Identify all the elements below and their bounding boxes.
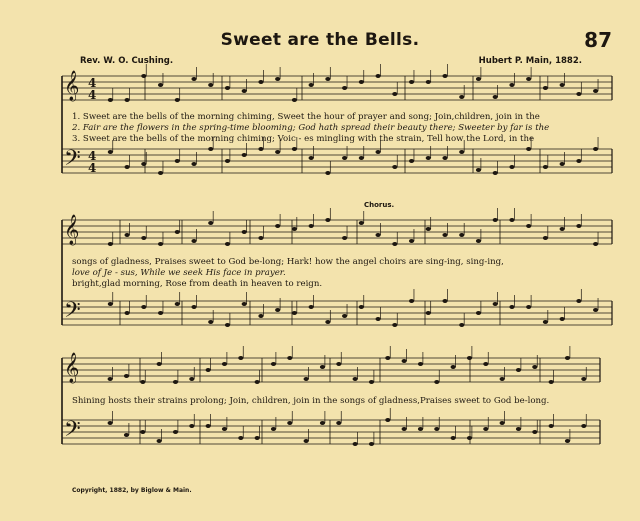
system-2-treble-note xyxy=(342,236,347,240)
verse-1-lyrics: 1. Sweet are the bells of the morning chiming, Sweet the hour of prayer and song; Join,children, join in the xyxy=(72,112,540,122)
verse-3-lyrics: 3. Sweet are the bells of the morning chiming; Voic - es mingling with the strain, Tell how the Lord, in the xyxy=(72,134,535,144)
system-2-treble-note xyxy=(175,230,180,234)
system-2-bass-note xyxy=(225,323,230,327)
system-3-treble-note xyxy=(565,356,570,360)
system-1-bass-note xyxy=(275,150,280,154)
system-1-bass-note xyxy=(543,165,548,169)
system-3-bass-note xyxy=(271,427,276,431)
system-2-lyrics-line-1: songs of gladness, Praises sweet to God be-long; Hark! how the angel choirs are sing-ing, sing-ing, xyxy=(72,257,504,267)
system-2-bass-note xyxy=(191,305,196,309)
system-3-treble-note xyxy=(467,356,472,360)
system-3-bass-note xyxy=(304,439,309,443)
system-3-treble-note xyxy=(483,362,488,366)
system-2-treble-note xyxy=(392,242,397,246)
system-2-treble-note xyxy=(108,242,113,246)
system-1-treble-note xyxy=(275,77,280,81)
system-3-bass-note xyxy=(516,427,521,431)
system-1-bass-note xyxy=(593,147,598,151)
system-3-bass-note xyxy=(238,436,243,440)
system-2-bass-note xyxy=(242,302,247,306)
system-3-treble-note xyxy=(385,356,390,360)
system-2-bass-note xyxy=(459,323,464,327)
system-1-treble-note xyxy=(476,77,481,81)
system-2-bass-note xyxy=(426,311,431,315)
system-2-bass-clef-icon: 𝄢 xyxy=(64,298,81,328)
time-signature: 4 xyxy=(88,161,97,175)
system-2-bass-note xyxy=(509,305,514,309)
system-3-bass-note xyxy=(124,433,129,437)
system-1-bass-note xyxy=(476,168,481,172)
system-1-bass-note xyxy=(242,153,247,157)
system-3-bass-note xyxy=(222,427,227,431)
system-1-treble-note xyxy=(359,80,364,84)
system-1-treble-note xyxy=(459,95,464,99)
system-3-bass-note xyxy=(108,421,113,425)
system-1-treble-note xyxy=(108,98,113,102)
system-2-treble-note xyxy=(576,224,581,228)
lyricist-credit: Rev. W. O. Cushing. xyxy=(80,56,174,66)
system-2-bass-note xyxy=(309,305,314,309)
system-1-bass-note xyxy=(359,156,364,160)
system-1-bass-note xyxy=(392,165,397,169)
system-3-bass-note xyxy=(157,439,162,443)
system-1-treble-note xyxy=(242,89,247,93)
system-1-bass-note xyxy=(175,159,180,163)
system-1-bass-note xyxy=(459,150,464,154)
system-3-treble-note xyxy=(549,380,554,384)
system-1-treble-note xyxy=(309,83,314,87)
system-3-bass-clef-icon: 𝄢 xyxy=(64,417,81,447)
system-1-bass-note xyxy=(208,147,213,151)
system-3-bass-note xyxy=(402,427,407,431)
system-3-lyrics: Shining hosts their strains prolong; Join, children, join in the songs of gladness,Praises sweet to God be-long. xyxy=(72,396,550,406)
system-2-treble-note xyxy=(376,233,381,237)
system-2-treble-note xyxy=(258,236,263,240)
system-3-treble-note xyxy=(434,380,439,384)
system-1-treble-note xyxy=(409,80,414,84)
system-3-bass-note xyxy=(565,439,570,443)
system-3-treble-note xyxy=(369,380,374,384)
system-3-treble-note xyxy=(516,368,521,372)
system-1-treble-note xyxy=(325,77,330,81)
system-3-bass-note xyxy=(500,421,505,425)
system-2-bass-note xyxy=(476,311,481,315)
system-3-treble-note xyxy=(271,362,276,366)
system-2-treble-note xyxy=(141,236,146,240)
system-1-treble-note xyxy=(141,74,146,78)
system-2-treble-note xyxy=(242,230,247,234)
system-1-treble-note xyxy=(392,92,397,96)
hymn-title: Sweet are the Bells. xyxy=(220,30,420,50)
system-2-bass-note xyxy=(275,308,280,312)
system-2-bass-note xyxy=(359,305,364,309)
system-1-treble-note xyxy=(509,83,514,87)
system-2-treble-note xyxy=(509,218,514,222)
system-2-treble-note xyxy=(493,218,498,222)
system-1-treble-note xyxy=(225,86,230,90)
system-2-treble-staff xyxy=(62,220,612,244)
system-1-bass-note xyxy=(292,147,297,151)
system-1-treble-note xyxy=(175,98,180,102)
system-1-bass-note xyxy=(576,159,581,163)
system-1-bass-note xyxy=(409,159,414,163)
time-signature: 4 xyxy=(88,149,97,163)
system-3-treble-note xyxy=(320,365,325,369)
system-3-treble-note xyxy=(336,362,341,366)
system-3-treble-note xyxy=(157,362,162,366)
system-2-bass-note xyxy=(576,299,581,303)
system-3-bass-note xyxy=(320,421,325,425)
system-3-bass-note xyxy=(418,427,423,431)
time-signature: 4 xyxy=(88,88,97,102)
system-3-bass-note xyxy=(206,424,211,428)
system-2-bass-note xyxy=(325,320,330,324)
system-1-treble-note xyxy=(292,98,297,102)
system-1-bass-note xyxy=(125,165,130,169)
system-1-treble-note xyxy=(442,74,447,78)
system-1-bass-clef-icon: 𝄢 xyxy=(64,146,81,176)
system-3-treble-note xyxy=(532,365,537,369)
system-2-treble-note xyxy=(442,233,447,237)
system-3-bass-note xyxy=(287,421,292,425)
system-1-treble-note xyxy=(125,98,130,102)
time-signature: 4 xyxy=(88,76,97,90)
system-2-bass-note xyxy=(108,302,113,306)
system-2-treble-note xyxy=(325,218,330,222)
system-3-bass-note xyxy=(140,430,145,434)
system-3-treble-clef-icon: 𝄞 xyxy=(64,353,80,383)
copyright-notice: Copyright, 1882, by Biglow & Main. xyxy=(72,487,192,494)
system-1-bass-note xyxy=(108,150,113,154)
system-3-bass-note xyxy=(483,427,488,431)
system-3-bass-note xyxy=(549,424,554,428)
system-2-lyrics-line-3: bright,glad morning, Rose from death in heaven to reign. xyxy=(72,279,323,289)
system-3-treble-note xyxy=(500,377,505,381)
system-1-treble-note xyxy=(560,83,565,87)
system-2-treble-note xyxy=(459,233,464,237)
system-1-bass-note xyxy=(258,147,263,151)
system-2-treble-note xyxy=(208,221,213,225)
system-3-bass-note xyxy=(173,430,178,434)
system-1-treble-note xyxy=(493,95,498,99)
system-3-treble-note xyxy=(189,377,194,381)
system-1-bass-staff xyxy=(62,149,612,173)
system-3-treble-note xyxy=(418,362,423,366)
system-1-treble-note xyxy=(526,77,531,81)
system-3-treble-note xyxy=(451,365,456,369)
system-2-bass-note xyxy=(208,320,213,324)
system-2-treble-note xyxy=(125,233,130,237)
system-1-bass-note xyxy=(225,159,230,163)
system-1-treble-note xyxy=(543,86,548,90)
system-1-treble-note xyxy=(593,89,598,93)
system-1-treble-clef-icon: 𝄞 xyxy=(64,71,80,101)
system-2-bass-note xyxy=(526,305,531,309)
system-1-bass-note xyxy=(309,156,314,160)
composer-credit: Hubert P. Main, 1882. xyxy=(478,56,582,66)
system-2-treble-note xyxy=(526,224,531,228)
system-1-bass-note xyxy=(325,171,330,175)
system-1-bass-note xyxy=(426,156,431,160)
system-1-treble-note xyxy=(208,83,213,87)
system-1-treble-note xyxy=(191,77,196,81)
system-3-bass-note xyxy=(353,442,358,446)
system-2-treble-note xyxy=(158,242,163,246)
chorus-label: Chorus. xyxy=(364,201,395,209)
system-1-treble-note xyxy=(258,80,263,84)
system-3-treble-note xyxy=(402,359,407,363)
system-1-bass-note xyxy=(493,171,498,175)
system-3-treble-note xyxy=(287,356,292,360)
system-2-bass-note xyxy=(409,299,414,303)
system-3-bass-note xyxy=(434,427,439,431)
system-2-bass-note xyxy=(560,317,565,321)
system-2-treble-note xyxy=(476,239,481,243)
system-2-bass-note xyxy=(258,314,263,318)
system-3-bass-note xyxy=(336,421,341,425)
system-1-bass-note xyxy=(141,162,146,166)
system-2-bass-note xyxy=(442,299,447,303)
system-2-bass-note xyxy=(392,323,397,327)
system-2-bass-staff xyxy=(62,301,612,325)
system-2-bass-note xyxy=(141,305,146,309)
system-1-treble-note xyxy=(426,80,431,84)
system-2-bass-note xyxy=(175,302,180,306)
system-3-treble-note xyxy=(353,377,358,381)
system-3-treble-note xyxy=(222,362,227,366)
system-2-bass-note xyxy=(543,320,548,324)
system-2-bass-note xyxy=(125,311,130,315)
system-2-bass-note xyxy=(158,311,163,315)
system-2-treble-note xyxy=(560,227,565,231)
system-3-treble-note xyxy=(255,380,260,384)
system-3-treble-note xyxy=(173,380,178,384)
system-2-bass-note xyxy=(493,302,498,306)
system-1-bass-note xyxy=(158,171,163,175)
system-2-treble-note xyxy=(359,221,364,225)
system-1-treble-note xyxy=(376,74,381,78)
system-1-bass-note xyxy=(342,156,347,160)
system-1-treble-note xyxy=(576,92,581,96)
system-2-bass-note xyxy=(593,308,598,312)
system-1-bass-note xyxy=(509,165,514,169)
system-2-treble-note xyxy=(292,227,297,231)
system-3-bass-note xyxy=(385,418,390,422)
system-1-bass-note xyxy=(376,150,381,154)
system-2-treble-note xyxy=(426,227,431,231)
system-3-treble-note xyxy=(206,368,211,372)
system-1-bass-note xyxy=(526,147,531,151)
system-2-treble-note xyxy=(409,239,414,243)
system-2-treble-note xyxy=(191,239,196,243)
system-3-bass-note xyxy=(581,424,586,428)
system-2-bass-note xyxy=(342,314,347,318)
system-2-bass-note xyxy=(292,311,297,315)
system-2-treble-note xyxy=(593,242,598,246)
system-2-lyrics-line-2: love of Je - sus, While we seek His face in prayer. xyxy=(72,268,286,278)
system-2-treble-note xyxy=(543,236,548,240)
system-3-treble-note xyxy=(108,377,113,381)
system-1-treble-note xyxy=(342,86,347,90)
system-3-treble-note xyxy=(581,377,586,381)
system-3-bass-note xyxy=(532,430,537,434)
system-2-treble-note xyxy=(309,224,314,228)
system-3-treble-note xyxy=(140,380,145,384)
system-3-treble-note xyxy=(124,374,129,378)
system-2-treble-clef-icon: 𝄞 xyxy=(64,215,80,245)
system-3-bass-note xyxy=(369,442,374,446)
system-3-bass-note xyxy=(451,436,456,440)
system-3-treble-note xyxy=(304,377,309,381)
system-3-bass-note xyxy=(467,436,472,440)
system-1-bass-note xyxy=(191,162,196,166)
system-3-bass-note xyxy=(189,424,194,428)
verse-2-lyrics: 2. Fair are the flowers in the spring-time blooming; God hath spread their beauty there; Sweeter by far is the xyxy=(72,123,550,133)
system-2-treble-note xyxy=(275,224,280,228)
system-1-bass-note xyxy=(442,156,447,160)
system-3-treble-note xyxy=(238,356,243,360)
system-2-bass-note xyxy=(376,317,381,321)
page-number: 87 xyxy=(584,28,612,52)
system-1-bass-note xyxy=(560,162,565,166)
system-2-treble-note xyxy=(225,242,230,246)
system-1-treble-note xyxy=(158,83,163,87)
system-3-bass-note xyxy=(255,436,260,440)
